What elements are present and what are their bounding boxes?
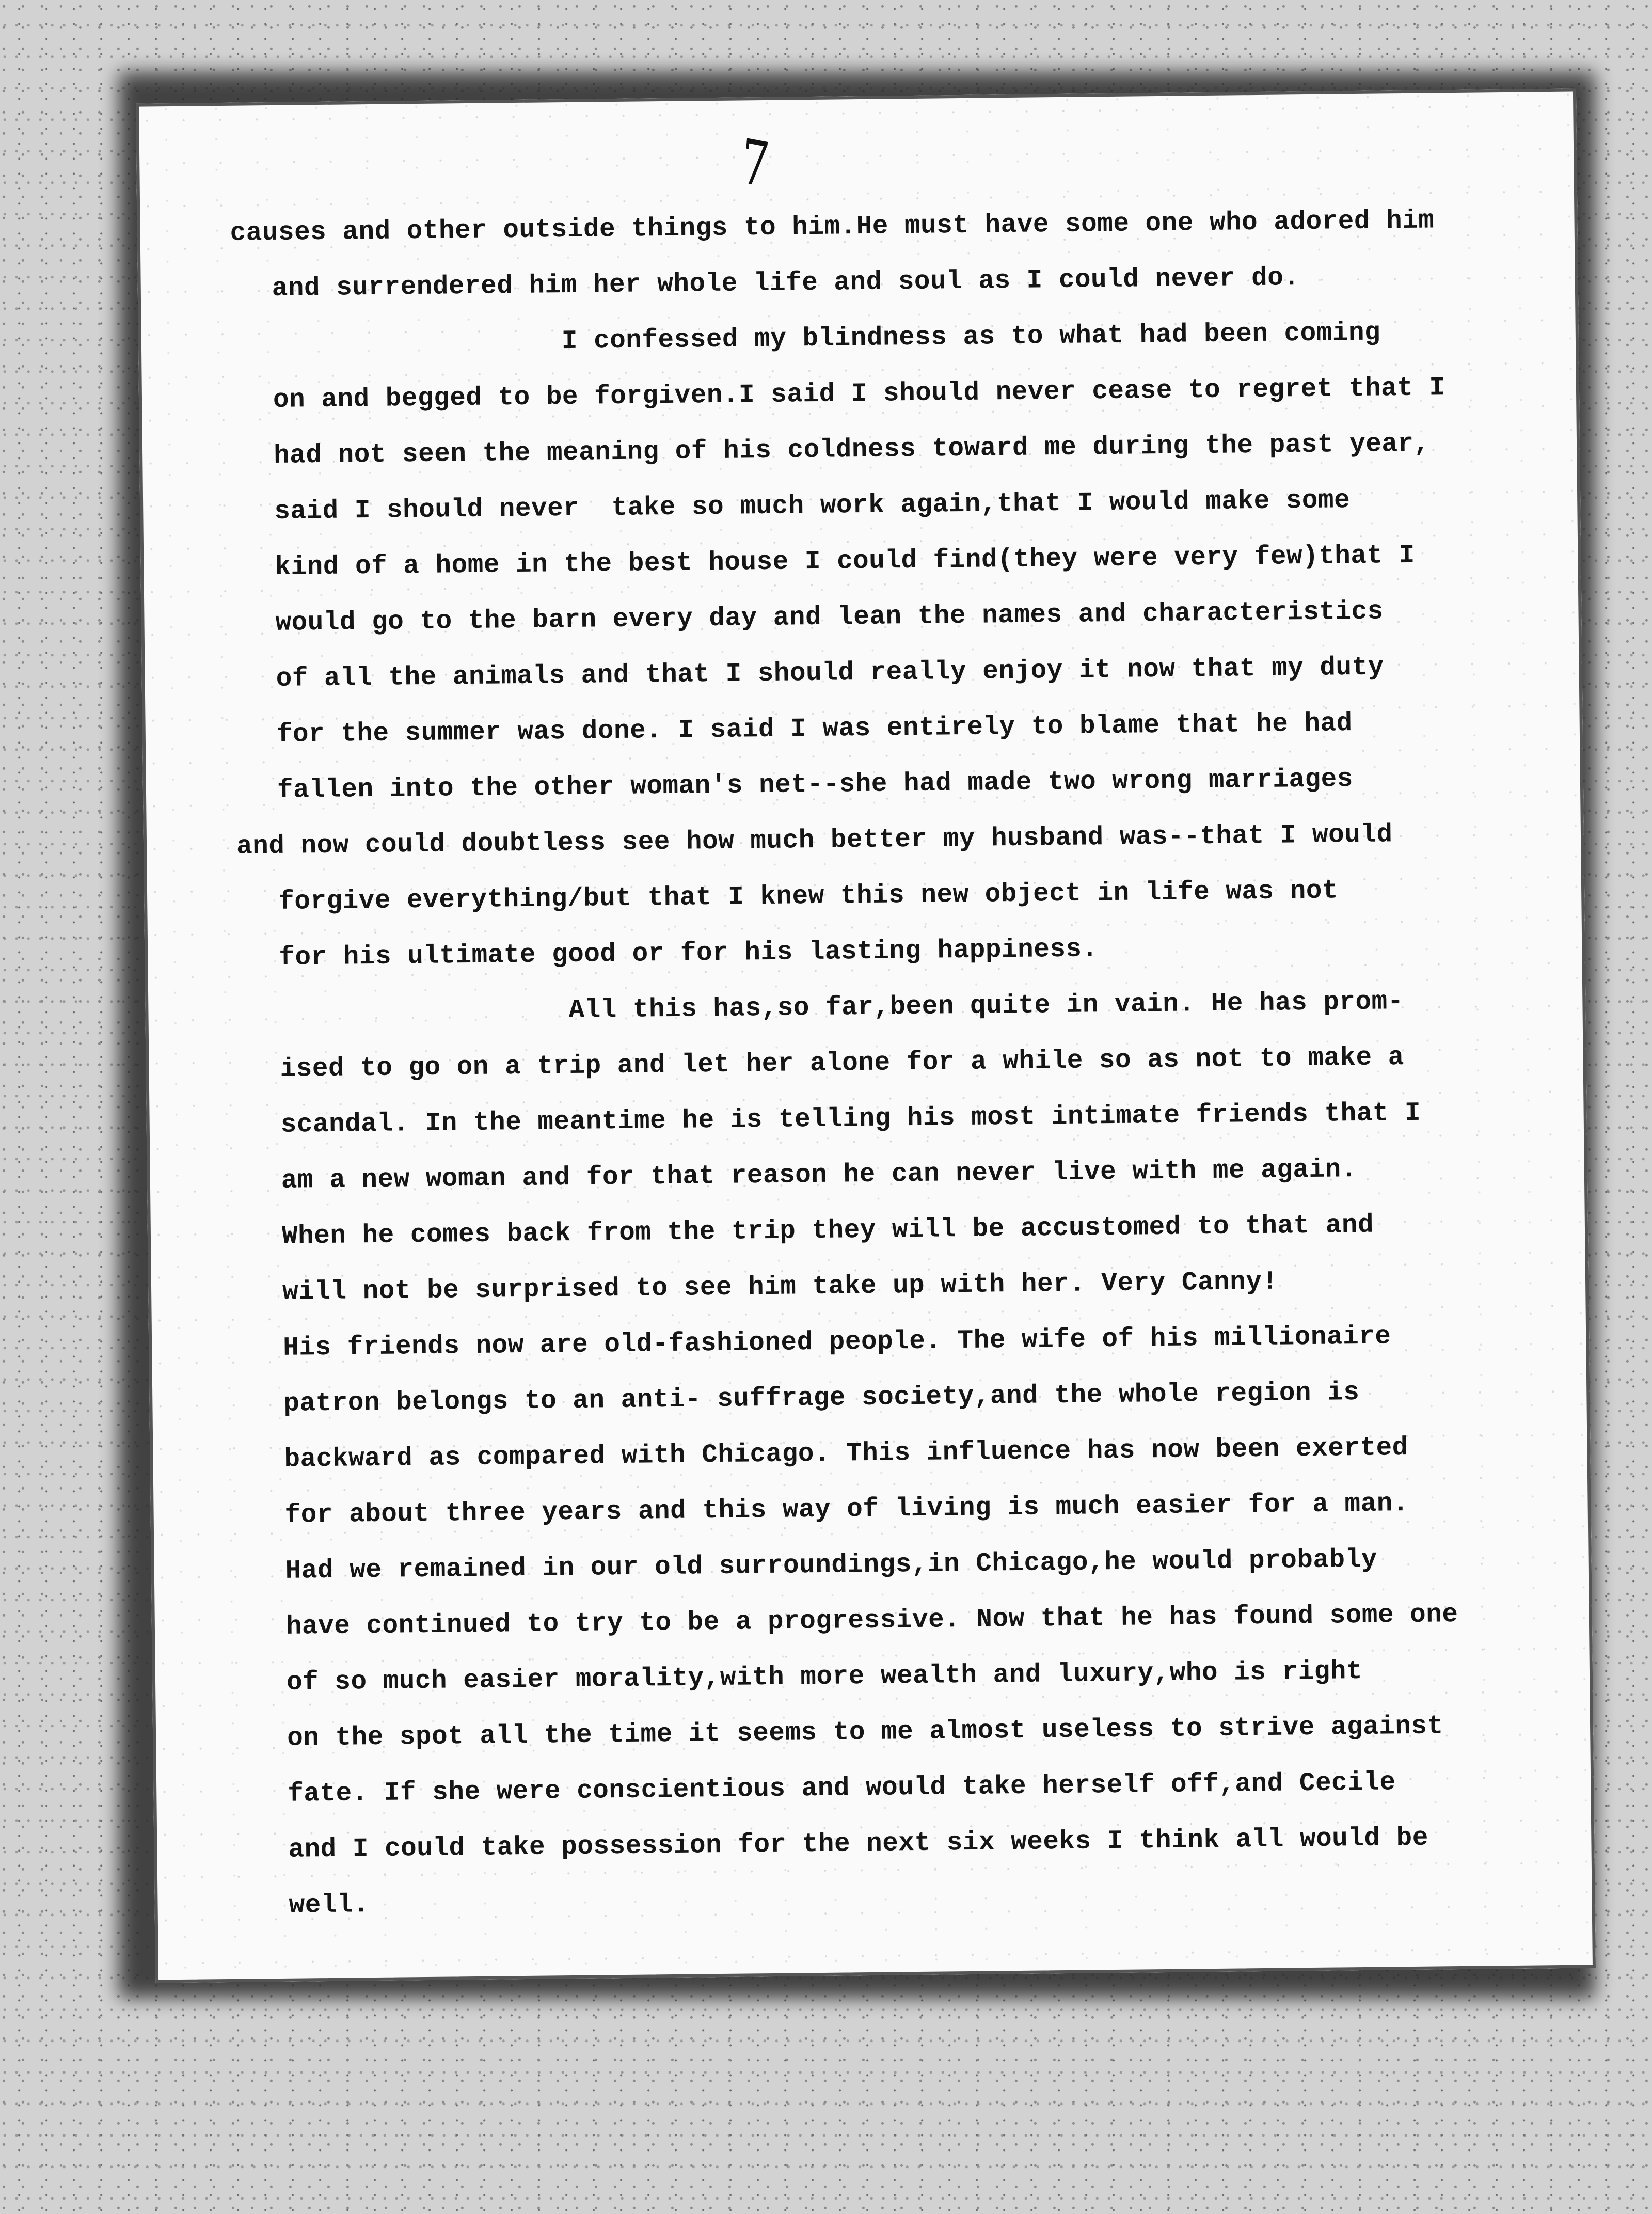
text-line: for the summer was done. I said I was entirely to blame that he had [276, 709, 1353, 750]
text-line: on the spot all the time it seems to me almost useless to strive against [287, 1712, 1443, 1753]
text-line: would go to the barn every day and lean the names and characteristics [275, 597, 1384, 638]
text-line: causes and other outside things to him.He must have some one who adored him [230, 206, 1435, 248]
text-line: His friends now are old-fashioned people. The wife of his millionaire [282, 1322, 1391, 1363]
text-line: I confessed my blindness as to what had been coming [561, 318, 1381, 357]
text-line: Had we remained in our old surroundings,in Chicago,he would probably [285, 1545, 1378, 1586]
text-line: patron belongs to an anti- suffrage society,and the whole region is [283, 1378, 1360, 1419]
text-line: said I should never take so much work again,that I would make some [274, 486, 1351, 527]
text-line: on and begged to be forgiven.I said I should never cease to regret that I [273, 373, 1446, 415]
text-line: of so much easier morality,with more wealth and luxury,who is right [286, 1656, 1363, 1698]
text-line: backward as compared with Chicago. This influence has now been exerted [284, 1433, 1409, 1475]
text-line: will not be surprised to see him take up with her. Very Canny! [282, 1267, 1278, 1307]
text-line: All this has,so far,been quite in vain. He has prom- [568, 987, 1404, 1026]
text-line: and now could doubtless see how much better my husband was--that I would [236, 820, 1393, 862]
text-line: fallen into the other woman's net--she had made two wrong marriages [277, 765, 1354, 805]
text-line: am a new woman and for that reason he can never live with me again. [281, 1155, 1358, 1196]
text-line: and I could take possession for the next six weeks I think all would be [288, 1823, 1429, 1865]
text-line: fate. If she were conscientious and would take herself off,and Cecile [288, 1768, 1396, 1809]
page-number: 7 [738, 125, 772, 202]
text-line: have continued to try to be a progressive. Now that he has found some one [285, 1600, 1458, 1642]
text-line: had not seen the meaning of his coldness toward me during the past year, [273, 429, 1430, 471]
text-line: scandal. In the meantime he is telling his most intimate friends that I [280, 1098, 1421, 1140]
text-line: well. [289, 1890, 370, 1921]
text-line: kind of a home in the best house I could find(they were very few)that I [275, 541, 1416, 582]
text-line: of all the animals and that I should really enjoy it now that my duty [276, 653, 1385, 694]
typed-page [136, 88, 1596, 1983]
text-line: for his ultimate good or for his lasting happiness. [279, 935, 1098, 973]
text-line: forgive everything/but that I knew this new object in life was not [278, 876, 1339, 917]
text-line: for about three years and this way of living is much easier for a man. [284, 1489, 1409, 1530]
text-line: When he comes back from the trip they will be accustomed to that and [281, 1210, 1374, 1252]
text-line: ised to go on a trip and let her alone for a while so as not to make a [280, 1043, 1405, 1084]
page-body [230, 192, 1549, 1934]
text-line: and surrendered him her whole life and soul as I could never do. [272, 263, 1300, 304]
